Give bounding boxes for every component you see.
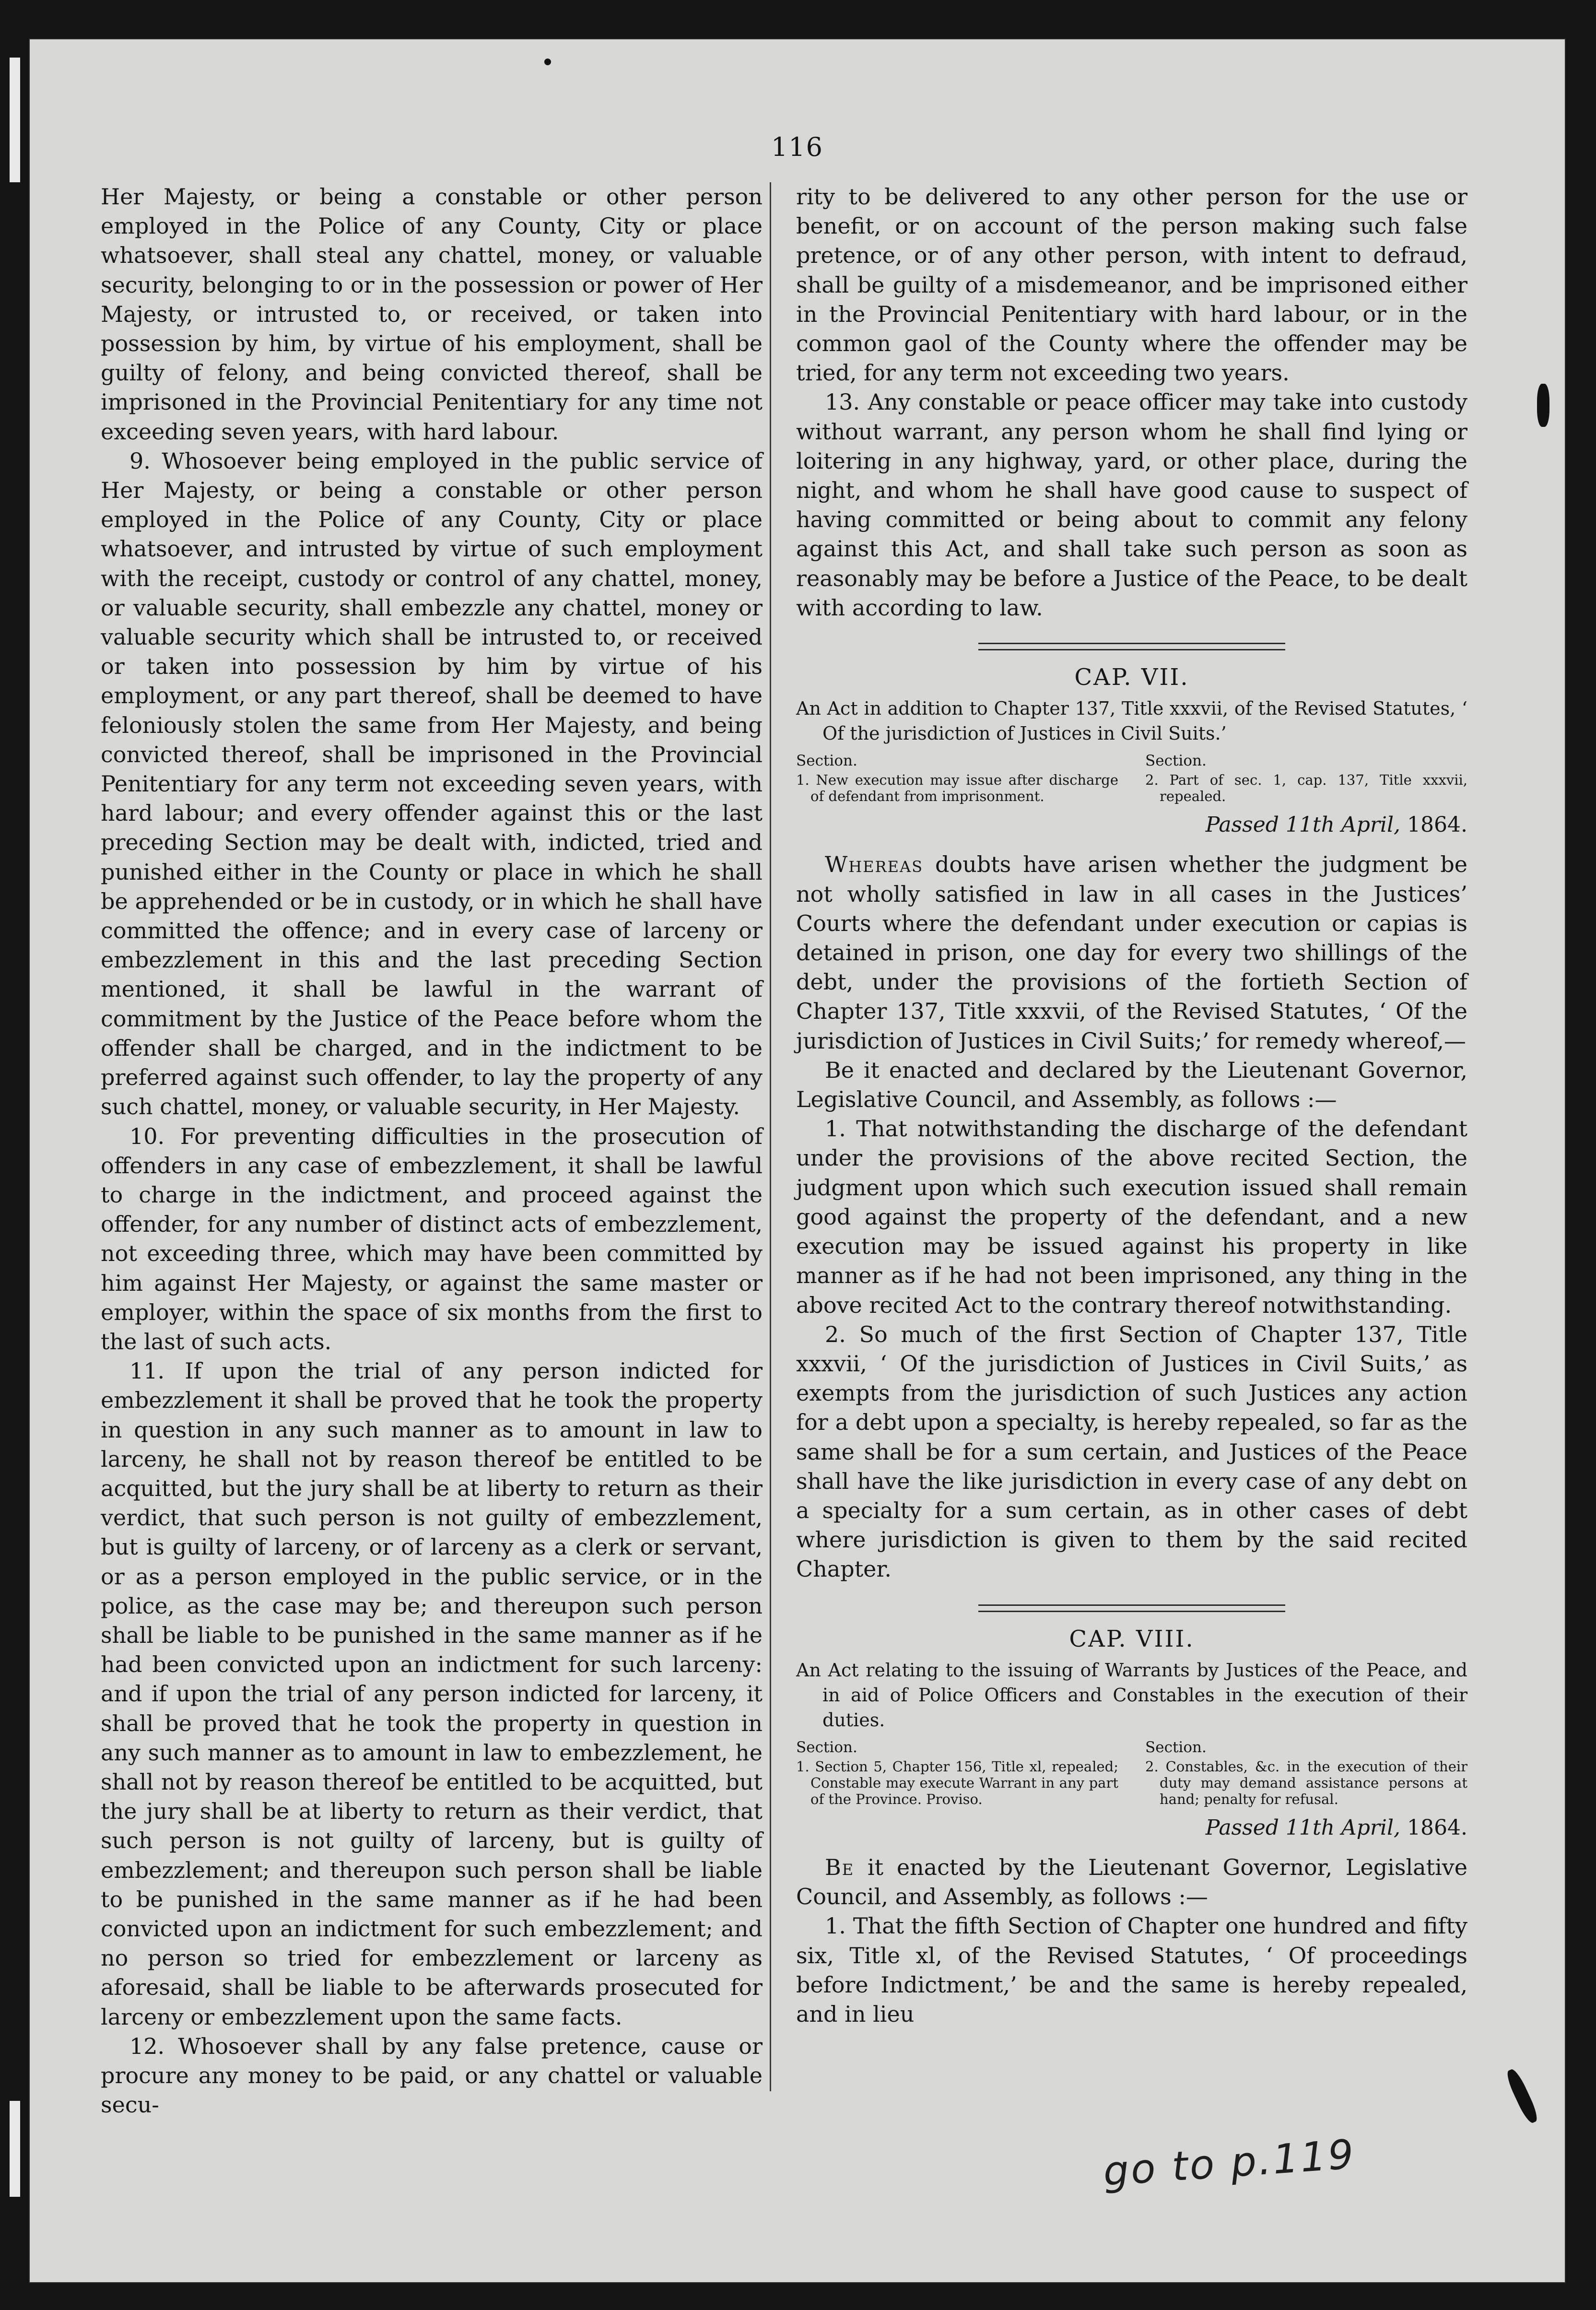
ink-blot-right: [1537, 384, 1549, 427]
cap8-passed-date: Passed 11th April, 1864.: [1205, 1815, 1467, 1840]
paragraph-section-11: 11. If upon the trial of any person indicted for embezzlement it shall be proved that he took the property in question in any such manner as to amount in law to larceny, he shall not by reason thereof be entitled to be acquitted, but the jury shall be at liberty to return as their verdict, that such person is not guilty of embezzlement, but is guilty of larceny, or of larceny as a clerk or servant, or as a person employed in the public service, or in the police, as the case may be; and thereupon such person shall be liable to be punished in the same manner as if he had been convicted upon an indictment for such larceny: and if upon the trial of any person indicted for larceny, it shall be proved that he took the property in question in any such manner as to amount in law to embezzlement, he shall not by reason thereof be entitled to be acquitted, but the jury shall be at liberty to return as their verdict, that such person is not guilty of larceny, but is guilty of embezzlement; and thereupon such person shall be liable to be punished in the same manner as if he had been convicted upon an indictment for such embezzlement; and no person so tried for embezzlement or larceny as aforesaid, shall be liable to be afterwards prosecuted for larceny or embezzlement upon the same facts.: [101, 1358, 763, 2030]
cap8-section-1-summary: 1. Section 5, Chapter 156, Title xl, repealed; Constable may execute Warrant in any part of the Province. Proviso.: [796, 1758, 1118, 1807]
cap7-heading: CAP. VII.: [1074, 664, 1189, 691]
cap7-title: An Act in addition to Chapter 137, Title xxxvii, of the Revised Statutes, ‘ Of the jurisdiction of Justices in Civil Suits.’: [796, 698, 1467, 744]
page-number: 116: [771, 132, 824, 162]
cap7-section-1-summary: 1. New execution may issue after discharge of defendant from imprisonment.: [796, 772, 1118, 805]
cap8-heading: CAP. VIII.: [1069, 1625, 1195, 1652]
cap7-section-summary: [796, 753, 1467, 804]
cap8-enacting-clause: Be it enacted by the Lieutenant Governor, Legislative Council, and Assembly, as follows :—: [796, 1854, 1467, 1910]
left-column: [101, 182, 763, 2120]
section-label: Section.: [1145, 1738, 1207, 1756]
cap7-passed-date: Passed 11th April, 1864.: [1205, 813, 1467, 837]
section-rule: [978, 643, 1285, 650]
cap7-section-1: 1. That notwithstanding the discharge of the defendant under the provisions of the above recited Section, the judgment upon which such execution issued shall remain good against the property of the defendant, and a new execution may be issued against his property in like manner as if he had not been imprisoned, any thing in the above recited Act to the contrary thereof notwithstanding.: [796, 1116, 1467, 1318]
film-edge-mark: [10, 58, 20, 182]
cap7-preamble: Whereas doubts have arisen whether the judgment be not wholly satisfied in law in all cases in the Justices’ Courts where the defendant under execution or capias is detained in prison, one day for every two shillings of the debt, under the provisions of the fortieth Section of Chapter 137, Title xxxvii, of the Revised Statutes, ‘ Of the jurisdiction of Justices in Civil Suits;’ for remedy whereof,—: [796, 851, 1467, 1054]
section-label: Section.: [796, 1738, 857, 1756]
section-label: Section.: [1145, 752, 1207, 770]
paragraph-section-9: 9. Whosoever being employed in the public service of Her Majesty, or being a constable or other person employed in the Police of any County, City or place whatsoever, and intrusted by virtue of such employment with the receipt, custody or control of any chattel, money, or valuable security, shall embezzle any chattel, money or valuable security which shall be intrusted to, or received or taken into possession by him by virtue of his employment, or any part thereof, shall be deemed to have feloniously stolen the same from Her Majesty, and being convicted thereof, shall be imprisoned in the Provincial Penitentiary for any term not exceeding seven years, with hard labour; and every offender against this or the last preceding Section may be dealt with, indicted, tried and punished either in the County or place in which he shall be apprehended or be in custody, or in which he shall have committed the offence; and in every case of larceny or embezzlement in this and the last preceding Section mentioned, it shall be lawful in the warrant of commitment by the Justice of the Peace before whom the offender shall be charged, and in the indictment to be preferred against such offender, to lay the property of any such chattel, money, or valuable security, in Her Majesty.: [101, 448, 763, 1120]
paragraph-section-12-continued: rity to be delivered to any other person for the use or benefit, or on account of the person making such false pretence, or of any other person, with intent to defraud, shall be guilty of a misdemeanor, and be imprisoned either in the Provincial Penitentiary with hard labour, or in the common gaol of the County where the offender may be tried, for any term not exceeding two years.: [796, 184, 1467, 386]
paragraph-section-12: 12. Whosoever shall by any false pretence, cause or procure any money to be paid, or any chattel or valuable secu-: [101, 2033, 763, 2118]
cap7-block: [796, 663, 1467, 1584]
paragraph-section-10: 10. For preventing difficulties in the prosecution of offenders in any case of embezzlement, it shall be lawful to charge in the indictment, and proceed against the offender, for any number of distinct acts of embezzlement, not exceeding three, which may have been committed by him against Her Majesty, or against the same master or employer, within the space of six months from the first to the last of such acts.: [101, 1123, 763, 1355]
cap7-section-2: 2. So much of the first Section of Chapter 137, Title xxxvii, ‘ Of the jurisdiction of Justices in Civil Suits,’ as exempts from the jurisdiction of such Justices any action for a debt upon a specialty, is hereby repealed, so far as the same shall be for a sum certain, and Justices of the Peace shall have the like jurisdiction in every case of any debt on a specialty for a sum certain, as in other cases of debt where jurisdiction is given to them by the said recited Chapter.: [796, 1321, 1467, 1582]
section-label: Section.: [796, 752, 857, 770]
cap8-section-1: 1. That the fifth Section of Chapter one hundred and fifty six, Title xl, of the Revised Statutes, ‘ Of proceedings before Indictment,’ be and the same is hereby repealed, and in lieu: [796, 1913, 1467, 2027]
paragraph-continuation: Her Majesty, or being a constable or other person employed in the Police of any County, City or place whatsoever, shall steal any chattel, money, or valuable security, belonging to or in the possession or power of Her Majesty, or intrusted to, or received, or taken into possession by him, by virtue of his employment, shall be guilty of felony, and being convicted thereof, shall be imprisoned in the Provincial Penitentiary for any time not exceeding seven years, with hard labour.: [101, 184, 763, 445]
paragraph-section-13: 13. Any constable or peace officer may take into custody without warrant, any person whom he shall find lying or loitering in any highway, yard, or other place, during the night, and whom he shall have good cause to suspect of having committed or being about to commit any felony against this Act, and shall take such person as soon as reasonably may be before a Justice of the Peace, to be dealt with according to law.: [796, 389, 1467, 621]
column-divider: [770, 182, 771, 2091]
cap8-section-2-summary: 2. Constables, &c. in the execution of their duty may demand assistance persons at hand; penalty for refusal.: [1145, 1758, 1467, 1807]
cap8-section-summary: [796, 1739, 1467, 1807]
cap7-section-2-summary: 2. Part of sec. 1, cap. 137, Title xxxvii, repealed.: [1145, 772, 1467, 805]
handwritten-note: go to p.119: [1102, 2130, 1357, 2195]
cap8-block: [796, 1625, 1467, 2029]
cap8-title: An Act relating to the issuing of Warrants by Justices of the Peace, and in aid of Police Officers and Constables in the execution of their duties.: [796, 1659, 1467, 1731]
document-page: [29, 38, 1566, 2283]
right-column: [796, 182, 1467, 2029]
cap7-enacting-clause: Be it enacted and declared by the Lieutenant Governor, Legislative Council, and Assembly, as follows :—: [796, 1057, 1467, 1113]
film-edge-mark: [10, 2101, 20, 2197]
section-rule: [978, 1604, 1285, 1612]
ink-blot-right-lower: [1504, 2067, 1540, 2125]
ink-dot: [544, 59, 551, 65]
